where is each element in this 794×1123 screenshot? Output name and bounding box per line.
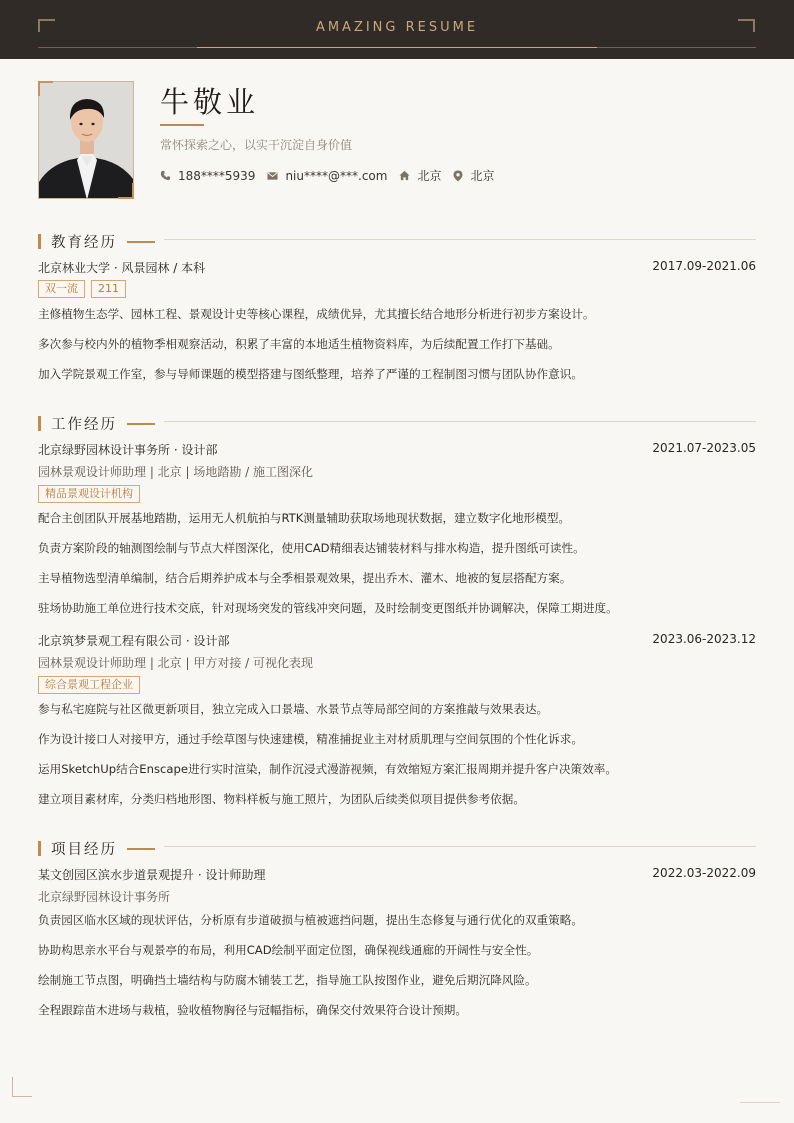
name-underline xyxy=(160,124,204,126)
photo-corner-decoration xyxy=(118,183,134,199)
section-accent-line xyxy=(127,423,155,425)
avatar xyxy=(39,82,134,199)
section-accent-line xyxy=(127,848,155,850)
tag-badge: 精品景观设计机构 xyxy=(38,485,140,503)
home-text: 北京 xyxy=(417,169,442,183)
section-title-text: 项目经历 xyxy=(51,842,117,858)
contact-info xyxy=(160,167,506,184)
section-title-project xyxy=(38,838,155,859)
job-tags xyxy=(38,485,146,503)
tag-badge: 211 xyxy=(91,280,126,298)
job-item: 运用SketchUp结合Enscape进行实时渲染，制作沉浸式漫游视频，有效缩短方案汇报周期并提升客户决策效率。 xyxy=(38,762,617,776)
project-item: 绘制施工节点图，明确挡土墙结构与防腐木铺装工艺，指导施工队按图作业，避免后期沉降风险。 xyxy=(38,973,537,987)
project-name: 某文创园区滨水步道景观提升 · 设计师助理 xyxy=(38,868,266,882)
mail-icon xyxy=(267,171,278,181)
section-divider xyxy=(164,846,756,847)
job-header xyxy=(38,441,756,458)
company-name: 北京绿野园林设计事务所 · 设计部 xyxy=(38,443,218,457)
job-subtitle: 园林景观设计师助理 | 北京 | 甲方对接 / 可视化表现 xyxy=(38,656,314,670)
project-date: 2022.03-2022.09 xyxy=(652,866,756,880)
job-item: 作为设计接口人对接甲方，通过手绘草图与快速建模，精准捕捉业主对材质肌理与空间氛围的个性化诉求。 xyxy=(38,732,583,746)
job-item: 配合主创团队开展基地踏勘，运用无人机航拍与RTK测量辅助获取场地现状数据，建立数字化地形模型。 xyxy=(38,511,571,525)
job-date: 2023.06-2023.12 xyxy=(652,632,756,646)
contact-phone xyxy=(160,169,255,183)
section-title-education xyxy=(38,231,155,252)
section-marker xyxy=(38,416,41,431)
project-header xyxy=(38,866,756,883)
candidate-name: 牛敬业 xyxy=(160,85,260,119)
job-date: 2021.07-2023.05 xyxy=(652,441,756,455)
contact-email xyxy=(267,169,387,183)
tagline: 常怀探索之心，以实干沉淀自身价值 xyxy=(160,138,353,152)
location-pin-icon xyxy=(453,170,463,182)
profile-photo xyxy=(38,81,134,199)
job-item: 参与私宅庭院与社区微更新项目，独立完成入口景墙、水景节点等局部空间的方案推敲与效果表达。 xyxy=(38,702,549,716)
phone-icon xyxy=(160,170,171,181)
project-subtitle: 北京绿野园林设计事务所 xyxy=(38,890,171,904)
section-title-text: 工作经历 xyxy=(51,417,117,433)
education-item: 加入学院景观工作室，参与导师课题的模型搭建与图纸整理，培养了严谨的工程制图习惯与团队协作意识。 xyxy=(38,367,583,381)
section-marker xyxy=(38,234,41,249)
education-item: 主修植物生态学、园林工程、景观设计史等核心课程，成绩优异，尤其擅长结合地形分析进行初步方案设计。 xyxy=(38,307,595,321)
education-tags xyxy=(38,280,132,298)
section-divider xyxy=(164,239,756,240)
tag-badge: 双一流 xyxy=(38,280,85,298)
home-icon xyxy=(399,170,410,181)
job-item: 负责方案阶段的轴测图绘制与节点大样图深化，使用CAD精细表达铺装材料与排水构造，提升图纸可读性。 xyxy=(38,541,585,555)
project-item: 负责园区临水区域的现状评估，分析原有步道破损与植被遮挡问题，提出生态修复与通行优化的双重策略。 xyxy=(38,913,583,927)
job-header xyxy=(38,632,756,649)
contact-home xyxy=(399,167,441,184)
job-subtitle: 园林景观设计师助理 | 北京 | 场地踏勘 / 施工图深化 xyxy=(38,465,314,479)
job-item: 驻场协助施工单位进行技术交底，针对现场突发的管线冲突问题，及时绘制变更图纸并协调解决，保障工期进度。 xyxy=(38,601,618,615)
section-marker xyxy=(38,841,41,856)
project-item: 全程跟踪苗木进场与栽植，验收植物胸径与冠幅指标，确保交付效果符合设计预期。 xyxy=(38,1003,467,1017)
job-item: 主导植物选型清单编制，结合后期养护成本与全季相景观效果，提出乔木、灌木、地被的复层搭配方案。 xyxy=(38,571,572,585)
corner-decoration xyxy=(12,1077,32,1097)
photo-corner-decoration xyxy=(38,81,53,96)
section-title-work xyxy=(38,413,155,434)
job-item: 建立项目素材库，分类归档地形图、物料样板与施工照片，为团队后续类似项目提供参考依据。 xyxy=(38,792,525,806)
job-tags xyxy=(38,676,146,694)
company-name: 北京筑梦景观工程有限公司 · 设计部 xyxy=(38,634,230,648)
section-title-text: 教育经历 xyxy=(51,235,117,251)
education-date: 2017.09-2021.06 xyxy=(652,259,756,273)
school-name: 北京林业大学 · 风景园林 / 本科 xyxy=(38,261,206,275)
header-divider-accent xyxy=(197,47,597,48)
contact-location xyxy=(453,167,494,184)
education-header xyxy=(38,259,756,276)
corner-decoration xyxy=(740,1102,780,1103)
project-item: 协助构思亲水平台与观景亭的布局，利用CAD绘制平面定位图，确保视线通廊的开阔性与安全性。 xyxy=(38,943,539,957)
section-accent-line xyxy=(127,241,155,243)
location-text: 北京 xyxy=(470,169,495,183)
section-divider xyxy=(164,421,756,422)
phone-text: 188****5939 xyxy=(178,168,256,183)
education-item: 多次参与校内外的植物季相观察活动，积累了丰富的本地适生植物资料库，为后续配置工作打下基础。 xyxy=(38,337,560,351)
email-text: niu****@***.com xyxy=(285,168,388,183)
header-title: AMAZING RESUME xyxy=(315,20,479,35)
tag-badge: 综合景观工程企业 xyxy=(38,676,140,694)
